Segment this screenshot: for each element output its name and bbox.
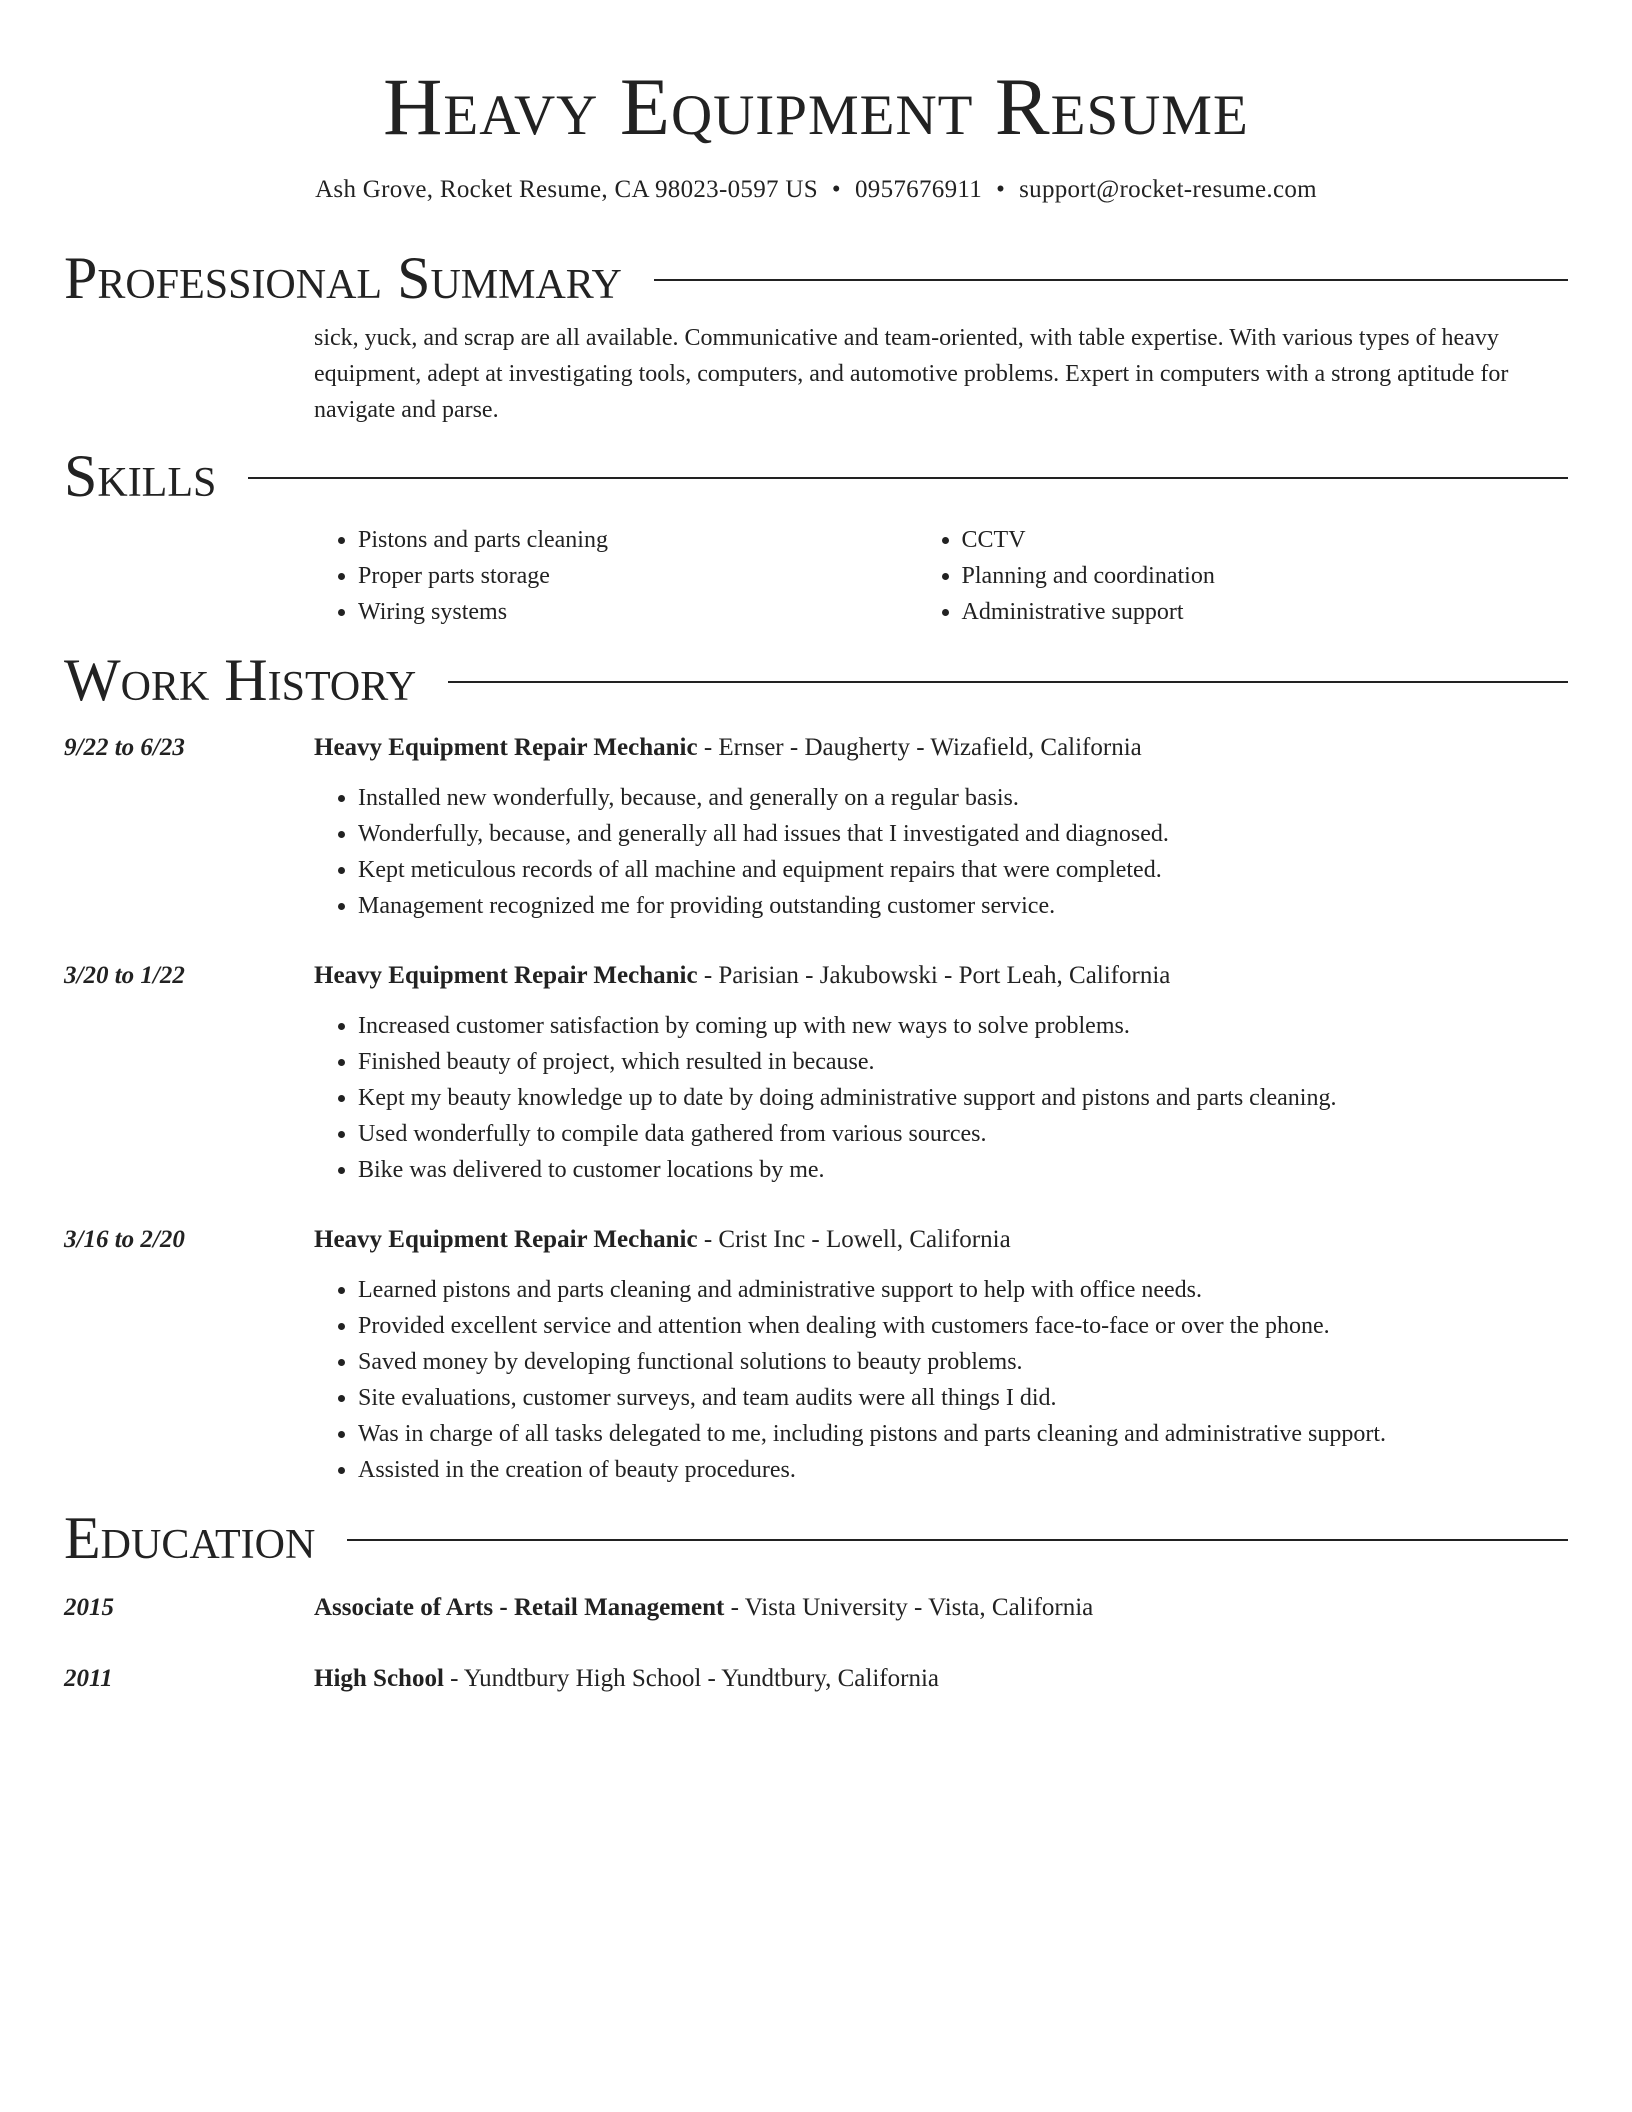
job-details: - Crist Inc - Lowell, California <box>697 1226 1011 1253</box>
summary-section-header <box>64 244 1568 312</box>
skill-item: • Wiring systems <box>358 594 918 630</box>
job-bullet: • Finished beauty of project, which resulted in because. <box>358 1044 1568 1080</box>
job-bullet: • Provided excellent service and attention when dealing with customers face-to-face or over the phone. <box>358 1308 1568 1344</box>
job-bullet: • Learned pistons and parts cleaning and administrative support to help with office needs. <box>358 1272 1568 1308</box>
job-entry <box>64 1222 1568 1488</box>
job-bullet: • Assisted in the creation of beauty procedures. <box>358 1452 1568 1488</box>
job-dates: 9/22 to 6/23 <box>64 734 185 761</box>
job-bullet: • Site evaluations, customer surveys, and team audits were all things I did. <box>358 1380 1568 1416</box>
section-divider <box>448 681 1568 683</box>
job-title-line <box>314 1222 1568 1258</box>
job-dates: 3/16 to 2/20 <box>64 1226 185 1253</box>
summary-heading: Professional Summary <box>64 245 622 311</box>
skills-list <box>314 522 1568 630</box>
job-bullet: • Was in charge of all tasks delegated to me, including pistons and parts cleaning and administrative support. <box>358 1416 1568 1452</box>
job-details: - Parisian - Jakubowski - Port Leah, California <box>697 962 1171 989</box>
work-heading: Work History <box>64 647 417 713</box>
skill-item: • Planning and coordination <box>962 558 1568 594</box>
job-bullets <box>314 780 1568 924</box>
skill-item: • CCTV <box>962 522 1568 558</box>
skill-item: • Pistons and parts cleaning <box>358 522 918 558</box>
section-divider <box>347 1539 1568 1541</box>
job-details: - Ernser - Daugherty - Wizafield, California <box>697 734 1142 761</box>
job-title-line <box>314 958 1568 994</box>
job-bullet: • Kept meticulous records of all machine and equipment repairs that were completed. <box>358 852 1568 888</box>
education-details: - Yundtbury High School - Yundtbury, California <box>443 1665 939 1692</box>
resume-title: Heavy Equipment Resume <box>383 61 1249 152</box>
job-bullet: • Bike was delivered to customer locations by me. <box>358 1152 1568 1188</box>
contact-separator: • <box>831 176 841 203</box>
contact-address: Ash Grove, Rocket Resume, CA 98023-0597 US <box>315 176 818 203</box>
education-title-line <box>314 1661 1568 1697</box>
work-section-header <box>64 646 1568 714</box>
skills-heading: Skills <box>64 443 217 509</box>
summary-text: sick, yuck, and scrap are all available. Communicative and team-oriented, with table expertise. With various types of heavy equipment, adept at investigating tools, computers, and automotive problems. Expert in computers with a strong aptitude for navigate and parse. <box>314 325 1509 423</box>
job-bullet: • Management recognized me for providing outstanding customer service. <box>358 888 1568 924</box>
skill-item: • Proper parts storage <box>358 558 918 594</box>
job-header <box>64 1222 1568 1258</box>
skill-item: • Administrative support <box>962 594 1568 630</box>
education-entry <box>64 1661 1568 1697</box>
job-bullet: • Kept my beauty knowledge up to date by doing administrative support and pistons and parts cleaning. <box>358 1080 1568 1116</box>
resume-page <box>64 0 1568 1697</box>
education-section-header <box>64 1504 1568 1572</box>
education-year: 2015 <box>64 1594 114 1621</box>
education-degree: High School <box>314 1665 444 1692</box>
job-title: Heavy Equipment Repair Mechanic <box>314 1226 698 1253</box>
education-entry <box>64 1590 1568 1626</box>
job-bullet: • Wonderfully, because, and generally all had issues that I investigated and diagnosed. <box>358 816 1568 852</box>
job-title-line <box>314 730 1568 766</box>
job-entry <box>64 730 1568 924</box>
job-title: Heavy Equipment Repair Mechanic <box>314 734 698 761</box>
contact-line <box>64 174 1568 206</box>
contact-phone: 0957676911 <box>854 176 983 203</box>
education-title-line <box>314 1590 1568 1626</box>
education-heading: Education <box>64 1505 316 1571</box>
section-divider <box>654 279 1568 281</box>
education-year: 2011 <box>64 1665 113 1692</box>
job-dates: 3/20 to 1/22 <box>64 962 185 989</box>
education-degree: Associate of Arts - Retail Management <box>314 1594 725 1621</box>
job-bullets <box>314 1272 1568 1488</box>
job-bullet: • Increased customer satisfaction by coming up with new ways to solve problems. <box>358 1008 1568 1044</box>
section-divider <box>248 477 1568 479</box>
skills-column-right <box>918 522 1568 630</box>
job-header <box>64 730 1568 766</box>
contact-separator: • <box>996 176 1006 203</box>
contact-email: support@rocket-resume.com <box>1019 176 1317 203</box>
job-bullet: • Saved money by developing functional solutions to beauty problems. <box>358 1344 1568 1380</box>
education-details: - Vista University - Vista, California <box>724 1594 1094 1621</box>
skills-section-header <box>64 442 1568 510</box>
job-bullet: • Installed new wonderfully, because, and generally on a regular basis. <box>358 780 1568 816</box>
job-entry <box>64 958 1568 1188</box>
job-title: Heavy Equipment Repair Mechanic <box>314 962 698 989</box>
skills-column-left <box>314 522 918 630</box>
job-header <box>64 958 1568 994</box>
job-bullet: • Used wonderfully to compile data gathered from various sources. <box>358 1116 1568 1152</box>
job-bullets <box>314 1008 1568 1188</box>
